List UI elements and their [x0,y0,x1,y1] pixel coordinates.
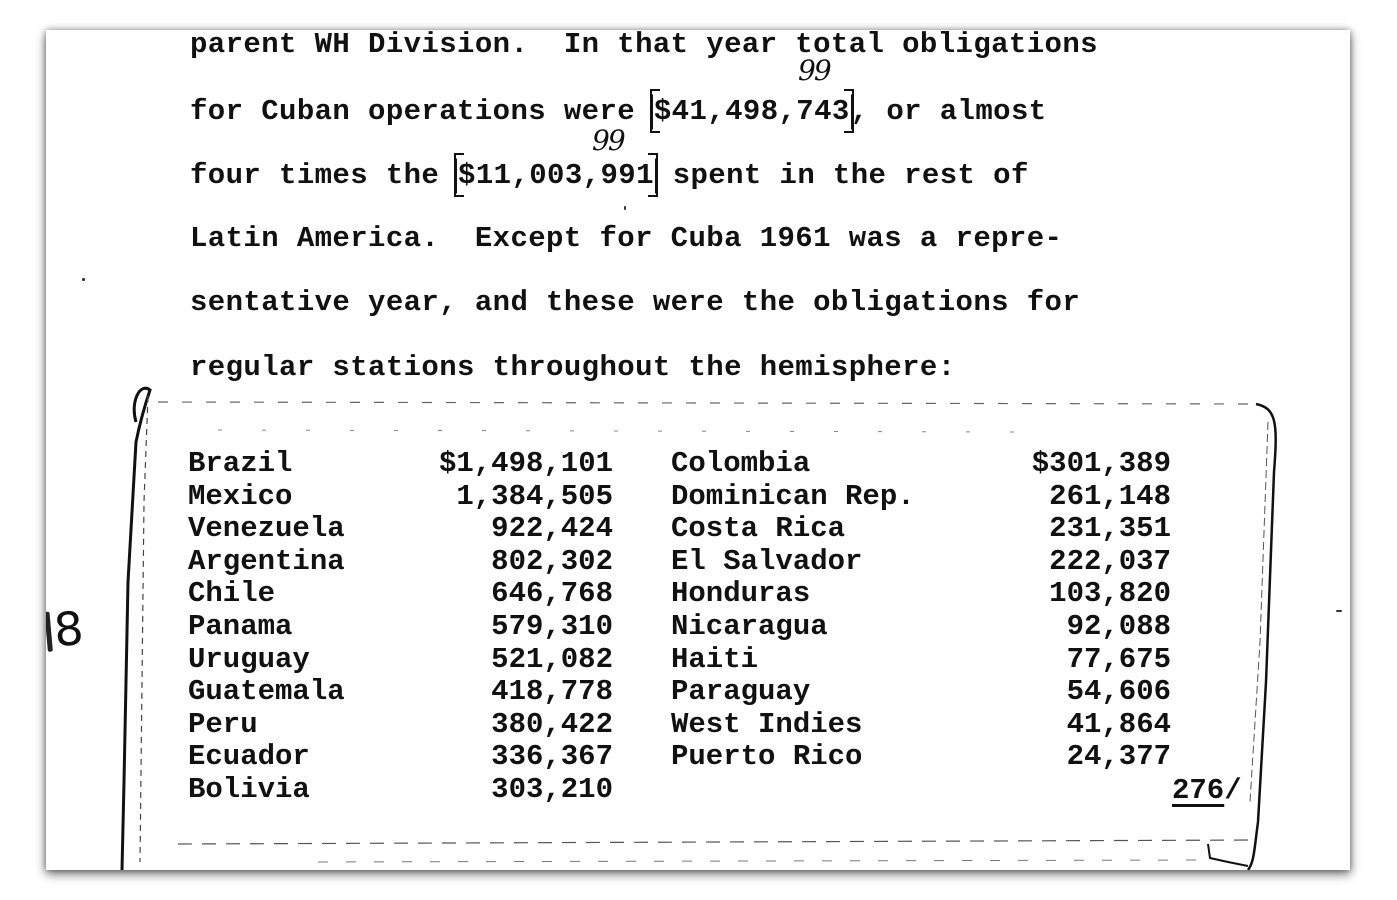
table-row [671,481,1171,514]
station-amount: 41,864 [1066,707,1171,741]
station-name: Colombia [671,447,811,480]
footnote-reference [1172,774,1242,807]
station-name: Honduras [671,577,811,611]
station-name: Uruguay [188,642,310,676]
paragraph-line-1: parent WH Division. In that year total obligations [190,30,1098,61]
station-amount: 646,768 [491,577,613,611]
footnote-number: 276 [1172,774,1225,807]
station-name: Paraguay [671,675,811,709]
station-table-right-column [671,448,1171,774]
cuba-total-amount: $41,498,743 [651,93,853,131]
table-row [671,644,1171,677]
station-name: Argentina [188,544,345,578]
station-amount: 77,675 [1066,642,1171,676]
document-page [46,30,1350,870]
scan-speck [624,206,626,210]
handwritten-annotation-cuba: 99 [798,54,830,87]
table-row [188,774,613,807]
table-row [188,741,613,774]
station-name: El Salvador [671,544,863,578]
table-row [671,513,1171,546]
station-name: Nicaragua [671,609,828,643]
paragraph-line-6: regular stations throughout the hemisphere: [190,351,956,384]
station-amount: 103,820 [1049,577,1171,611]
station-amount: 922,424 [491,512,613,546]
table-row [188,709,613,742]
margin-mark-text: 8 [51,600,86,658]
rest-of-latin-america-amount: $11,003,991 [455,157,657,195]
station-amount: 92,088 [1066,609,1171,643]
margin-handwritten-mark [52,601,86,657]
table-row [671,709,1171,742]
paragraph-line-4: Latin America. Except for Cuba 1961 was a repre- [190,222,1063,255]
margin-bar-icon [46,612,53,652]
station-amount: 222,037 [1049,544,1171,578]
paragraph-line-5: sentative year, and these were the obligations for [190,286,1081,319]
station-name: West Indies [671,707,863,741]
station-name: Chile [188,577,276,611]
scan-speck [1336,610,1342,612]
station-amount: 336,367 [491,740,613,774]
table-row [188,611,613,644]
station-name: Puerto Rico [671,740,863,774]
table-row [188,578,613,611]
station-amount: 802,302 [491,544,613,578]
station-name: Guatemala [188,675,345,709]
table-row [671,676,1171,709]
station-name: Costa Rica [671,512,846,546]
station-name: Ecuador [188,740,310,774]
paragraph-line-3-start: four times the [190,159,458,192]
station-amount: 54,606 [1066,675,1171,709]
station-amount: $301,389 [1031,447,1171,480]
table-row [671,578,1171,611]
station-amount: 24,377 [1066,740,1171,774]
paragraph-line-3-end: spent in the rest of [654,159,1029,192]
station-name: Mexico [188,479,293,513]
station-amount: 231,351 [1049,512,1171,546]
station-amount: 380,422 [491,707,613,741]
table-row [188,481,613,514]
table-row [188,513,613,546]
table-row [188,644,613,677]
table-row [188,676,613,709]
station-amount: $1,498,101 [438,447,613,480]
table-row [671,546,1171,579]
station-amount: 303,210 [491,772,613,806]
table-row [671,741,1171,774]
station-amount: 521,082 [491,642,613,676]
table-row [671,448,1171,481]
station-amount: 418,778 [491,675,613,709]
station-name: Venezuela [188,512,345,546]
station-table-left-column [188,448,613,807]
paragraph-line-3 [190,157,1029,195]
station-amount: 261,148 [1049,479,1171,513]
footnote-slash: / [1224,774,1242,807]
table-row [188,546,613,579]
paragraph-line-2-start: for Cuban operations were [190,95,653,128]
paragraph-line-2-end: , or almost [850,95,1047,128]
station-name: Bolivia [188,772,310,806]
station-name: Haiti [671,642,759,676]
station-name: Panama [188,609,293,643]
station-amount: 1,384,505 [456,479,613,513]
table-row [671,611,1171,644]
station-name: Dominican Rep. [671,479,915,513]
station-name: Peru [188,707,258,741]
handwritten-annotation-rest: 99 [592,124,624,157]
station-amount: 579,310 [491,609,613,643]
table-row [188,448,613,481]
scan-speck [82,278,85,281]
station-name: Brazil [188,447,293,480]
